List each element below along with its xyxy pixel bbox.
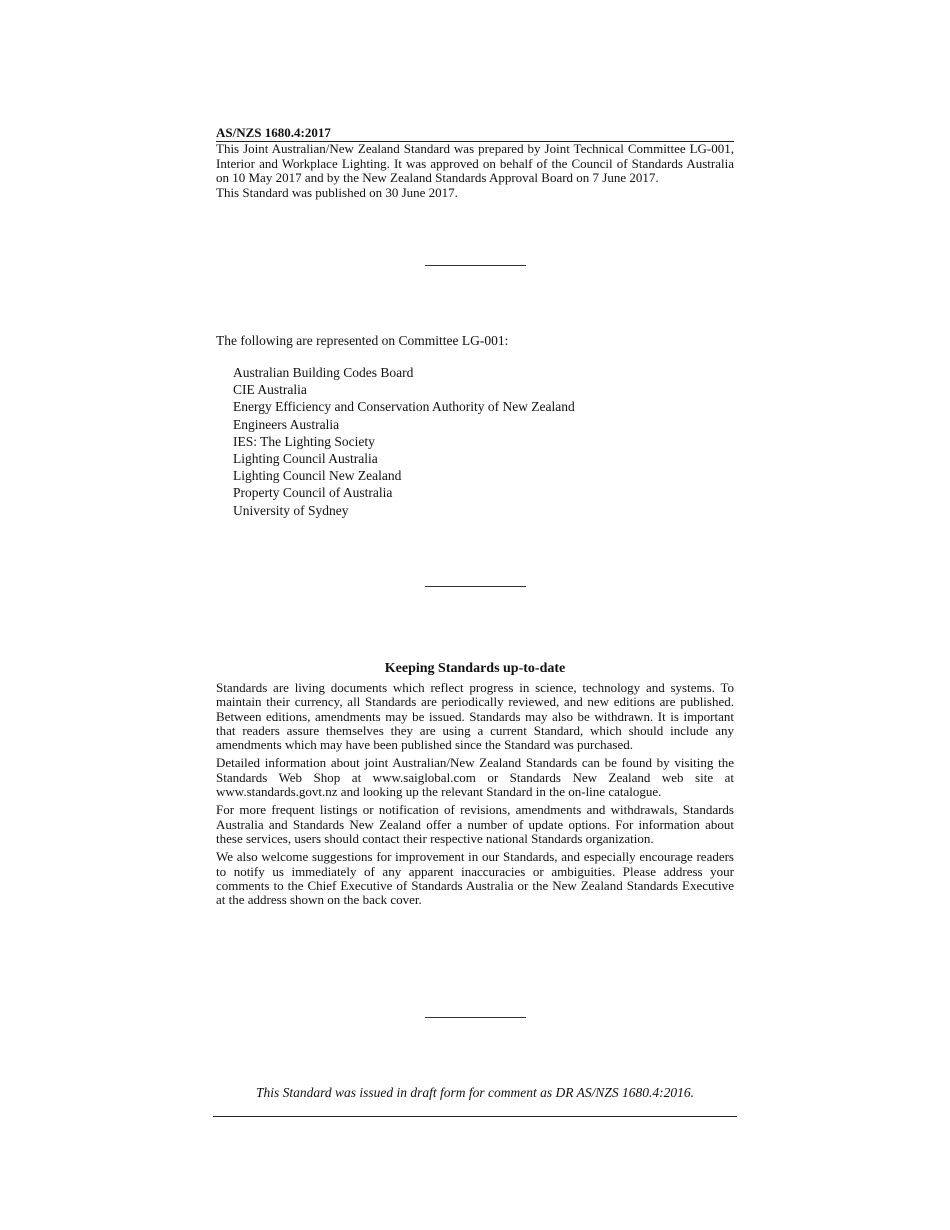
committee-member: IES: The Lighting Society bbox=[233, 433, 375, 449]
standard-designation: AS/NZS 1680.4:2017 bbox=[216, 125, 734, 142]
keeping-standards-body bbox=[216, 681, 734, 911]
committee-member: Lighting Council Australia bbox=[233, 450, 378, 466]
committee-member-list bbox=[233, 364, 575, 519]
section-divider bbox=[425, 1017, 526, 1018]
body-paragraph: We also welcome suggestions for improvement in our Standards, and especially encourage readers to notify us immediately of any apparent inaccuracies or ambiguities. Please address your comments to the Chief Executive of Standards Australia or the New Zealand Standards Executive at the address shown on the back cover. bbox=[216, 849, 734, 908]
approval-statement bbox=[216, 142, 734, 200]
committee-member: Lighting Council New Zealand bbox=[233, 468, 402, 484]
keeping-standards-heading: Keeping Standards up-to-date bbox=[384, 661, 566, 676]
committee-member: Property Council of Australia bbox=[233, 485, 393, 501]
publication-date-paragraph: This Standard was published on 30 June 2017. bbox=[216, 184, 458, 200]
committee-member: Australian Building Codes Board bbox=[233, 365, 414, 380]
body-paragraph: For more frequent listings or notification of revisions, amendments and withdrawals, Standards Australia and Standards New Zealand offer a number of update options. For information about these services, users should contact their respective national Standards organization. bbox=[216, 802, 734, 846]
approval-paragraph: This Joint Australian/New Zealand Standard was prepared by Joint Technical Committee LG-001, Interior and Workplace Lighting. It was approved on behalf of the Council of Standards Australia on 10 May 2017 and by the New Zealand Standards Approval Board on 7 June 2017. bbox=[216, 141, 734, 186]
body-paragraph: Detailed information about joint Australian/New Zealand Standards can be found by visiting the Standards Web Shop at www.saiglobal.com or Standards New Zealand web site at www.standards.govt.nz and looking up the relevant Standard in the on-line catalogue. bbox=[216, 755, 734, 800]
body-paragraph: Standards are living documents which reflect progress in science, technology and systems. To maintain their currency, all Standards are periodically reviewed, and new editions are published. Between editions, amendments may be issued. Standards may also be withdrawn. It is important that readers assure themselves they are using a current Standard, which should include any amendments which may have been published since the Standard was purchased. bbox=[216, 680, 734, 753]
draft-note: This Standard was issued in draft form for comment as DR AS/NZS 1680.4:2016. bbox=[213, 1084, 737, 1117]
section-divider bbox=[425, 586, 526, 587]
committee-member: Engineers Australia bbox=[233, 416, 340, 432]
section-divider bbox=[425, 265, 526, 266]
committee-intro: The following are represented on Committee LG-001: bbox=[216, 333, 509, 348]
committee-member: University of Sydney bbox=[233, 502, 349, 518]
committee-member: Energy Efficiency and Conservation Authority of New Zealand bbox=[233, 399, 575, 415]
committee-member: CIE Australia bbox=[233, 382, 307, 398]
